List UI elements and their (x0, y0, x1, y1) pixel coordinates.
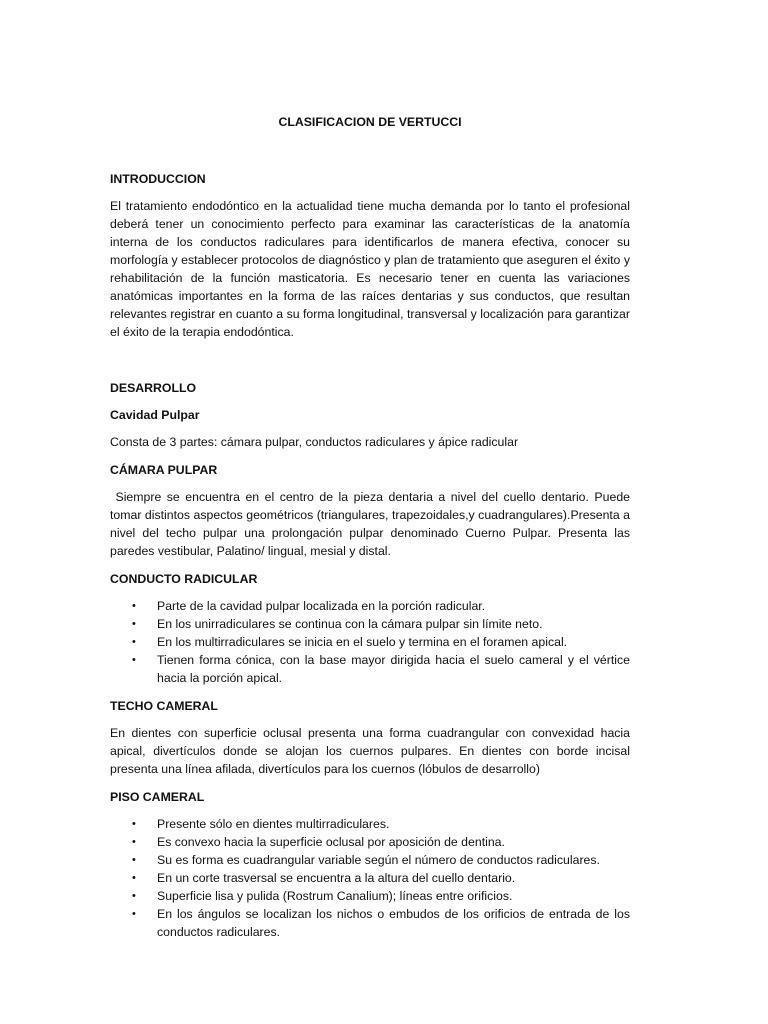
section-spacer (110, 351, 630, 379)
document-body (110, 113, 634, 951)
list-item: • Es convexo hacia la superficie oclusal por aposición de dentina. (132, 835, 505, 849)
bullet-icon: • (132, 836, 136, 848)
bullet-icon: • (132, 872, 136, 884)
document-title: CLASIFICACION DE VERTUCCI (278, 115, 462, 129)
list-item: • En un corte trasversal se encuentra a la altura del cuello dentario. (132, 871, 516, 885)
bullet-icon: • (132, 854, 136, 866)
heading-conducto-radicular: CONDUCTO RADICULAR (110, 572, 258, 586)
bullet-icon: • (132, 654, 136, 666)
list-item: • Superficie lisa y pulida (Rostrum Canalium); líneas entre orificios. (132, 889, 513, 903)
bullet-icon: • (132, 890, 136, 902)
bullet-icon: • (132, 908, 136, 920)
list-conducto-radicular (110, 597, 630, 687)
list-item: • En los multirradiculares se inicia en el suelo y termina en el foramen apical. (132, 635, 568, 649)
list-item: • Presente sólo en dientes multirradiculares. (132, 817, 390, 831)
list-item: • Su es forma es cuadrangular variable según el número de conductos radiculares. (132, 853, 600, 867)
paragraph-camara-pulpar: Siempre se encuentra en el centro de la pieza dentaria a nivel del cuello dentario. Puede tomar distintos aspectos geométricos (triangulares, trapezoidales,y cuadrangulares).Presenta a nivel del techo pulpar una prolongación pulpar denominado Cuerno Pulpar. Presenta las paredes vestibular, Palatino/ lingual, mesial y distal. (110, 490, 634, 558)
heading-techo-cameral: TECHO CAMERAL (110, 699, 218, 713)
bullet-icon: • (132, 600, 136, 612)
paragraph-techo-cameral: En dientes con superficie oclusal presenta una forma cuadrangular con convexidad hacia apical, divertículos donde se alojan los cuernos pulpares. En dientes con borde incisal presenta una línea afilada, divertículos para los cuernos (lóbulos de desarrollo) (110, 726, 630, 776)
list-item: • Tienen forma cónica, con la base mayor dirigida hacia el suelo cameral y el vértice hacia la porción apical. (132, 653, 630, 685)
heading-piso-cameral: PISO CAMERAL (110, 790, 205, 804)
bullet-icon: • (132, 618, 136, 630)
heading-cavidad-pulpar: Cavidad Pulpar (110, 408, 200, 422)
paragraph-cavidad-pulpar: Consta de 3 partes: cámara pulpar, conductos radiculares y ápice radicular (110, 435, 519, 449)
bullet-icon: • (132, 818, 136, 830)
heading-introduccion: INTRODUCCION (110, 172, 206, 186)
paragraph-introduccion: El tratamiento endodóntico en la actualidad tiene mucha demanda por lo tanto el profesional deberá tener un conocimiento perfecto para examinar las características de la anatomía interna de los conductos radiculares para identificarlos de manera efectiva, conocer su morfología y establecer protocolos de diagnóstico y plan de tratamiento que aseguren el éxito y rehabilitación de la función masticatoria. Es necesario tener en cuenta las variaciones anatómicas importantes en la forma de las raíces dentarias y sus conductos, que resultan relevantes registrar en cuanto a su forma longitudinal, transversal y localización para garantizar el éxito de la terapia endodóntica. (110, 199, 630, 339)
list-piso-cameral (110, 815, 630, 941)
list-item: • En los ángulos se localizan los nichos o embudos de los orificios de entrada de los conductos radiculares. (132, 907, 630, 939)
heading-camara-pulpar: CÁMARA PULPAR (110, 463, 218, 477)
list-item: • En los unirradiculares se continua con la cámara pulpar sin límite neto. (132, 617, 543, 631)
heading-desarrollo: DESARROLLO (110, 381, 197, 395)
list-item: • Parte de la cavidad pulpar localizada en la porción radicular. (132, 599, 486, 613)
bullet-icon: • (132, 636, 136, 648)
